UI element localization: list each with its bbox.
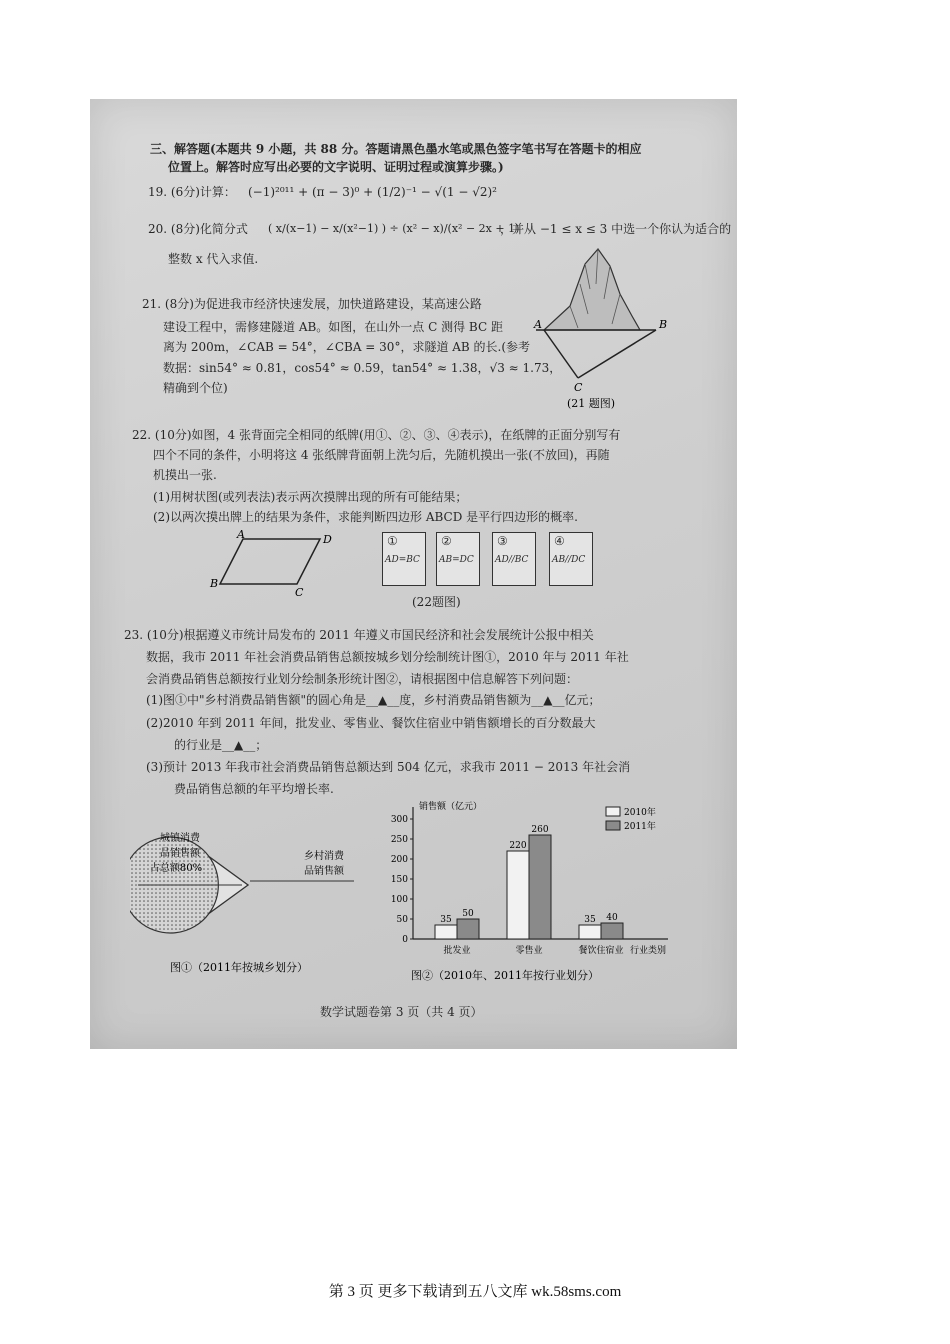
legend-swatch xyxy=(606,821,620,830)
legend-swatch xyxy=(606,807,620,816)
q23-line: 数据，我市 2011 年社会消费品销售总额按城乡划分绘制统计图①，2010 年与 2011 年社 xyxy=(146,650,629,664)
x-axis-label: 行业类别 xyxy=(630,946,667,956)
q22-line: (2)以两次摸出牌上的结果为条件，求能判断四边形 ABCD 是平行四边形的概率. xyxy=(153,510,578,524)
point-b-label: B xyxy=(659,318,668,331)
q21-line: 数据：sin54° ≈ 0.81，cos54° ≈ 0.59，tan54° ≈ 1.38，√3 ≈ 1.73， xyxy=(163,361,562,375)
rural-label-line: 品销售额 xyxy=(304,866,344,877)
q20-expression: ( x/(x−1) − x/(x²−1) ) ÷ (x² − x)/(x² − 2x + 1) xyxy=(268,222,520,235)
bar-caption: 图②（2010年、2011年按行业划分） xyxy=(411,969,599,982)
y-axis-label: 销售额（亿元） xyxy=(419,802,483,812)
vertex-b-label: B xyxy=(210,577,219,590)
card-number: ③ xyxy=(497,534,508,548)
section-header-line1: 三、解答题(本题共 9 小题，共 88 分。答题请黑色墨水笔或黑色签字笔书写在答题卡的相应 xyxy=(150,142,642,156)
page-number-line: 数学试题卷第 3 页（共 4 页） xyxy=(320,1005,483,1019)
bar-value-label: 40 xyxy=(606,913,618,923)
bar-chart-figure xyxy=(355,799,685,989)
q22-line: 22. (10分)如图，4 张背面完全相同的纸牌(用①、②、③、④表示)，在纸牌的正面分别写有 xyxy=(132,428,621,442)
point-c-label: C xyxy=(574,381,583,394)
pie-chart-figure xyxy=(130,819,370,989)
q22-line: 机摸出一张. xyxy=(153,468,217,482)
urban-label-line: 城镇消费 xyxy=(160,833,200,844)
q22-caption: (22题图) xyxy=(412,595,461,609)
q21-mountain-figure xyxy=(530,244,670,419)
vertex-c-label: C xyxy=(295,586,304,599)
segment-bc xyxy=(578,330,656,378)
q23-line: (2)2010 年到 2011 年间，批发业、零售业、餐饮住宿业中销售额增长的百分数最大 xyxy=(146,716,596,730)
bar-2011年 xyxy=(601,923,623,939)
urban-label-line: 品销售额 xyxy=(160,848,200,859)
q22-line: 四个不同的条件，小明将这 4 张纸牌背面朝上洗匀后，先随机摸出一张(不放回)，再随 xyxy=(153,448,610,462)
q23-line: 费品销售总额的年平均增长率. xyxy=(174,782,334,796)
condition-card-4 xyxy=(549,532,593,586)
y-tick-label: 150 xyxy=(390,875,408,885)
q19-expression: (−1)²⁰¹¹ + (π − 3)⁰ + (1/2)⁻¹ − √(1 − √2)² xyxy=(248,185,497,199)
y-tick-label: 250 xyxy=(390,835,408,845)
q23-line: (1)图①中"乡村消费品销售额"的圆心角是__▲__度，乡村消费品销售额为__▲__亿元； xyxy=(146,693,601,707)
legend-label: 2011年 xyxy=(624,822,656,832)
scanned-exam-page xyxy=(90,99,737,1049)
bar-value-label: 50 xyxy=(462,909,474,919)
card-condition: AD//BC xyxy=(495,555,529,565)
bar-2010年 xyxy=(579,925,601,939)
q20-tail: ，并从 −1 ≤ x ≤ 3 中选一个你认为适合的 xyxy=(500,222,732,236)
y-tick-label: 300 xyxy=(390,815,408,825)
category-label: 零售业 xyxy=(515,946,543,956)
rural-label-line: 乡村消费 xyxy=(304,851,344,862)
q23-line: 会消费品销售总额按行业划分绘制条形统计图②，请根据图中信息解答下列问题： xyxy=(146,672,579,686)
legend-label: 2010年 xyxy=(624,808,656,818)
card-number: ② xyxy=(441,534,452,548)
bar-value-label: 35 xyxy=(440,915,452,925)
q20-label: 20. (8分)化简分式 xyxy=(148,222,248,236)
y-tick-label: 0 xyxy=(402,935,408,945)
q23-line: 的行业是__▲__； xyxy=(174,738,268,752)
bar-2011年 xyxy=(457,919,479,939)
mountain-shape xyxy=(544,249,640,330)
q21-line: 21. (8分)为促进我市经济快速发展，加快道路建设，某高速公路 xyxy=(142,297,482,311)
card-condition: AD=BC xyxy=(385,555,420,565)
bar-2010年 xyxy=(435,925,457,939)
vertex-d-label: D xyxy=(323,533,332,546)
q21-line: 精确到个位) xyxy=(163,381,228,395)
card-number: ① xyxy=(387,534,398,548)
section-header-line2: 位置上。解答时应写出必要的文字说明、证明过程或演算步骤。) xyxy=(168,160,504,174)
bar-value-label: 35 xyxy=(584,915,596,925)
card-number: ④ xyxy=(554,534,565,548)
footer-text: 第 3 页 更多下载请到五八文库 wk.58sms.com xyxy=(328,1284,622,1300)
condition-card-1 xyxy=(382,532,426,586)
card-condition: AB=DC xyxy=(439,555,474,565)
parallelogram-abcd xyxy=(220,539,320,584)
q19-label: 19. (6分)计算： xyxy=(148,185,236,199)
condition-card-3 xyxy=(492,532,536,586)
bar-chart xyxy=(391,800,668,982)
q23-line: 23. (10分)根据遵义市统计局发布的 2011 年遵义市国民经济和社会发展统计公报中相关 xyxy=(124,628,594,642)
q22-line: (1)用树状图(或列表法)表示两次摸牌出现的所有可能结果； xyxy=(153,490,468,504)
bar-value-label: 260 xyxy=(531,825,549,835)
y-tick-label: 50 xyxy=(396,915,408,925)
y-tick-label: 100 xyxy=(390,895,408,905)
bar-2011年 xyxy=(529,835,551,939)
q21-line: 建设工程中，需修建隧道 AB。如图，在山外一点 C 测得 BC 距 xyxy=(163,320,503,334)
q22-parallelogram-figure xyxy=(205,529,335,599)
category-label: 餐饮住宿业 xyxy=(578,946,624,956)
urban-label-line: 占总额80% xyxy=(149,863,203,874)
bar-value-label: 220 xyxy=(509,841,527,851)
category-label: 批发业 xyxy=(443,946,471,956)
q20-line2: 整数 x 代入求值. xyxy=(168,252,259,266)
point-a-label: A xyxy=(534,318,542,331)
y-tick-label: 200 xyxy=(390,855,408,865)
bar-2010年 xyxy=(507,851,529,939)
vertex-a-label: A xyxy=(237,529,245,541)
q21-caption: (21 题图) xyxy=(567,397,616,410)
condition-card-2 xyxy=(436,532,480,586)
card-condition: AB//DC xyxy=(552,555,586,565)
segment-ac xyxy=(544,330,578,378)
q23-line: (3)预计 2013 年我市社会消费品销售总额达到 504 亿元，求我市 2011 − 2013 年社会消 xyxy=(146,760,631,774)
q21-line: 离为 200m，∠CAB = 54°，∠CBA = 30°，求隧道 AB 的长.(参考 xyxy=(163,340,531,354)
pie-caption: 图①（2011年按城乡划分） xyxy=(170,961,308,974)
